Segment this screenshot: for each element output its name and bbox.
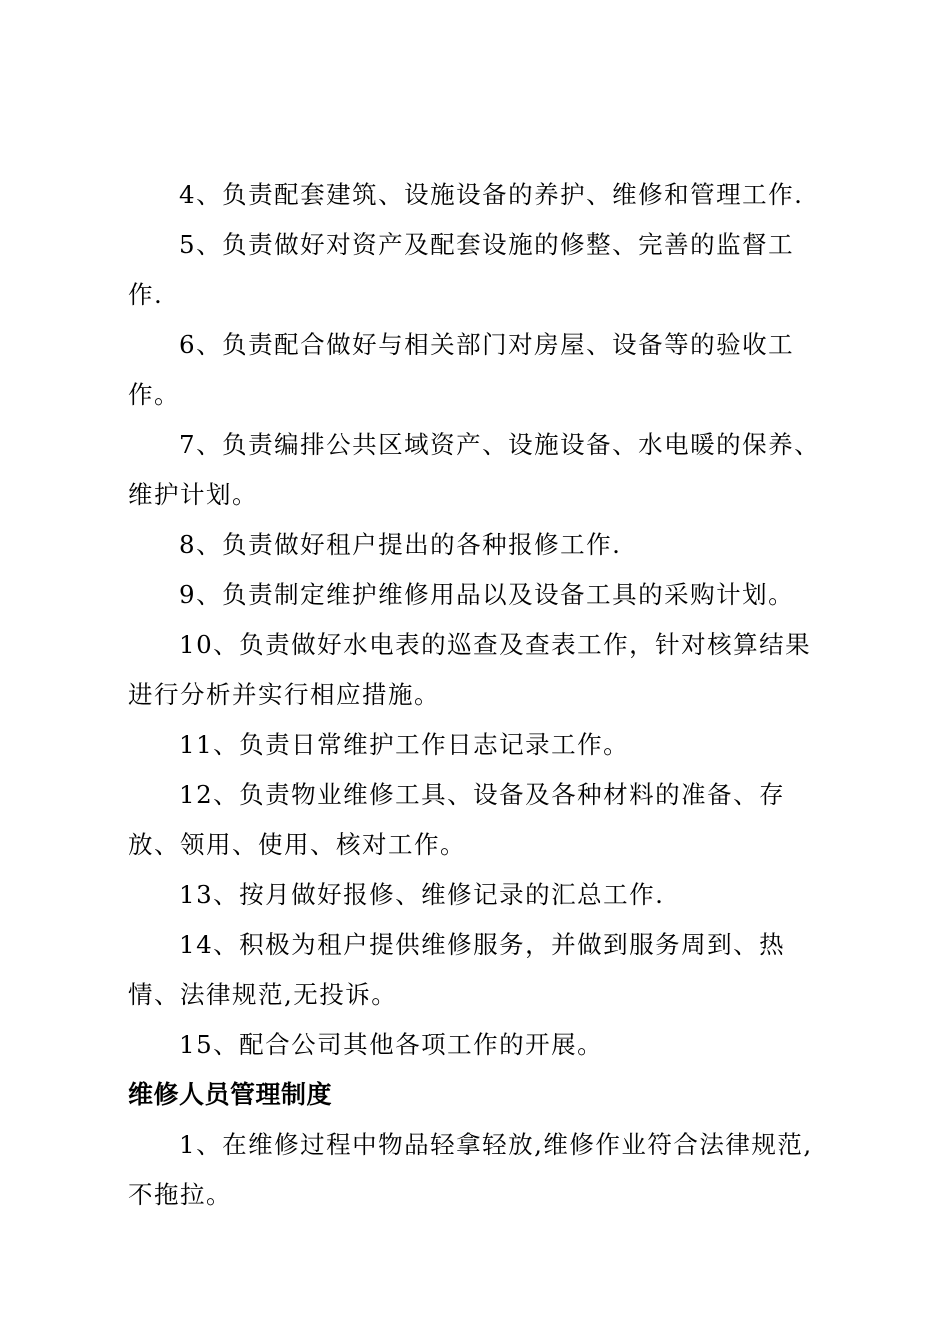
duty-item-8: 8、负责做好租户提出的各种报修工作. [179,530,622,559]
duty-item-11: 11、负责日常维护工作日志记录工作。 [179,730,630,759]
duty-item-15: 15、配合公司其他各项工作的开展。 [179,1030,604,1059]
duty-item-5: 5、负责做好对资产及配套设施的修整、完善的监督工作. [128,230,795,309]
section-heading: 维修人员管理制度 [128,1080,333,1109]
duty-item-14: 14、积极为租户提供维修服务，并做到服务周到、热情、法律规范,无投诉。 [128,930,786,1009]
duty-item-6: 6、负责配合做好与相关部门对房屋、设备等的验收工作。 [128,330,795,409]
duty-item-12: 12、负责物业维修工具、设备及各种材料的准备、存放、领用、使用、核对工作。 [128,780,786,859]
duty-item-10: 10、负责做好水电表的巡查及查表工作，针对核算结果进行分析并实行相应措施。 [128,630,812,709]
duty-item-13: 13、按月做好报修、维修记录的汇总工作. [179,880,665,909]
duty-item-7: 7、负责编排公共区域资产、设施设备、水电暖的保养、维护计划。 [128,430,821,509]
duty-item-4: 4、负责配套建筑、设施设备的养护、维修和管理工作. [179,180,804,209]
rule-item-1: 1、在维修过程中物品轻拿轻放,维修作业符合法律规范,不拖拉。 [128,1130,813,1209]
duty-item-9: 9、负责制定维护维修用品以及设备工具的采购计划。 [179,580,795,609]
document-body [128,170,828,1220]
